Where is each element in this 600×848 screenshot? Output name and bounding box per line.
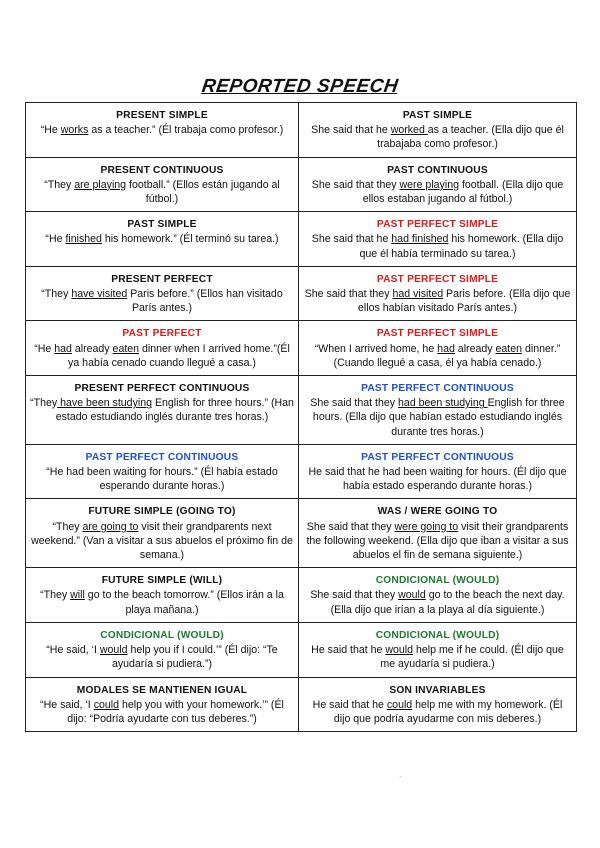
tense-heading: PAST PERFECT SIMPLE [376, 328, 499, 340]
sentence-text: go to the beach the next day. (Ella dijo que irían a la playa al día siguiente.) [330, 589, 565, 616]
direct-speech-cell [26, 568, 299, 623]
sentence-text: He said that he [311, 644, 386, 657]
reported-speech-cell [299, 321, 577, 376]
tense-heading: PAST PERFECT CONTINUOUS [361, 383, 514, 395]
verb-underlined: have been studying [57, 397, 152, 410]
verb-underlined: had [54, 342, 72, 355]
example-sentence [30, 342, 294, 370]
sentence-text: his homework.” (Él terminó su tarea.) [101, 233, 279, 246]
table-row [26, 321, 577, 376]
reported-speech-cell [299, 157, 577, 212]
tense-heading: PAST PERFECT SIMPLE [376, 219, 499, 231]
sentence-text: “He said, ‘I [46, 644, 100, 657]
verb-underlined: eaten [112, 342, 140, 355]
reported-speech-cell [299, 677, 577, 732]
tense-heading: PAST PERFECT SIMPLE [376, 273, 499, 285]
verb-underlined: eaten [495, 342, 523, 355]
sentence-text: already [454, 342, 496, 355]
sentence-text: “They [30, 397, 58, 410]
example-sentence [30, 287, 294, 315]
example-sentence [303, 178, 572, 206]
sentence-text: help me if he could. (Él dijo que me ayudaría si pudiera.) [380, 644, 564, 671]
example-sentence [303, 520, 572, 563]
verb-underlined: are going to [82, 520, 139, 533]
verb-underlined: would [398, 589, 426, 602]
direct-speech-cell [26, 677, 299, 732]
tense-heading: FUTURE SIMPLE (GOING TO) [88, 506, 236, 518]
sentence-text: Paris before. (Ella dijo que ellos habían visitado París antes.) [358, 288, 571, 315]
table-row [26, 212, 577, 267]
sentence-text: She said that they [304, 288, 393, 301]
table-row [26, 677, 577, 732]
example-sentence [30, 178, 294, 206]
tense-heading: PAST PERFECT [122, 328, 202, 340]
sentence-text: She said that they [310, 589, 399, 602]
tense-heading: WAS / WERE GOING TO [377, 506, 498, 518]
tense-heading: PAST CONTINUOUS [387, 164, 488, 176]
example-sentence [303, 342, 572, 370]
example-sentence [303, 465, 572, 493]
verb-underlined: worked [390, 124, 428, 137]
verb-underlined: were going to [394, 520, 459, 533]
sentence-text: as a teacher. (Ella dijo que él trabajaba como profesor.) [377, 124, 564, 151]
sentence-text: football.” (Ellos están jugando al fútbol.) [126, 178, 280, 206]
verb-underlined: would [385, 644, 414, 657]
verb-underlined: had been studying [398, 397, 488, 410]
reported-speech-cell [299, 622, 577, 677]
table-body [26, 103, 577, 732]
example-sentence [30, 588, 294, 616]
sentence-text: “They [44, 178, 75, 191]
example-sentence [30, 396, 294, 424]
sentence-text: football. (Ella dijo que ellos estaban jugando al fútbol.) [362, 178, 564, 206]
sentence-text: “He [34, 342, 55, 355]
sentence-text: “He [40, 124, 61, 137]
example-sentence [30, 123, 294, 137]
direct-speech-cell [26, 266, 299, 321]
sentence-text: She said that he [311, 124, 391, 137]
sentence-text: help me with my homework. (Él dijo que podría ayudarme con mis deberes.) [333, 698, 563, 725]
sentence-text: as a teacher.” (Él trabaja como profesor.) [88, 124, 284, 137]
tense-heading: SON INVARIABLES [389, 684, 486, 696]
sentence-text: English for three hours. (Ella dijo que habían estado estudiando inglés durante tres horas.) [312, 397, 565, 438]
page-title: REPORTED SPEECH [200, 76, 400, 97]
tense-heading: PAST SIMPLE [402, 110, 473, 121]
example-sentence [303, 698, 572, 726]
tense-heading: PAST SIMPLE [127, 219, 197, 231]
tense-heading: FUTURE SIMPLE (WILL) [101, 575, 223, 587]
sentence-text: go to the beach tomorrow.” (Ellos irán a la playa mañana.) [84, 589, 284, 616]
table-row [26, 568, 577, 623]
sentence-text: “He said, ‘I [40, 698, 94, 711]
table-row [26, 376, 577, 445]
table-row [26, 157, 577, 212]
sentence-text: “They [41, 288, 72, 301]
reported-speech-cell [299, 266, 577, 321]
verb-underlined: had visited [392, 288, 444, 301]
tense-heading: PRESENT SIMPLE [116, 110, 208, 121]
example-sentence [30, 698, 294, 726]
example-sentence [30, 232, 294, 246]
footer-mark: . [399, 770, 402, 779]
example-sentence [30, 465, 294, 493]
sentence-text: Paris before.” (Ellos han visitado París antes.) [127, 288, 283, 315]
table-row [26, 622, 577, 677]
reported-speech-cell [299, 568, 577, 623]
example-sentence [30, 643, 294, 671]
tense-heading: CONDICIONAL (WOULD) [375, 575, 500, 587]
sentence-text: She said that they [306, 520, 395, 533]
sentence-text: “He [45, 233, 66, 246]
verb-underlined: finished [65, 233, 102, 246]
direct-speech-cell [26, 622, 299, 677]
sentence-text: help you with your homework.’” (Él dijo: “Podría ayudarte con tus deberes.”) [67, 698, 284, 725]
direct-speech-cell [26, 103, 299, 158]
reported-speech-cell [299, 103, 577, 158]
verb-underlined: are playing [74, 178, 127, 191]
sentence-text: He said that he [312, 698, 387, 711]
sentence-text: help you if I could.’” (Él dijo: “Te ayudaría si pudiera.”) [111, 644, 278, 671]
sentence-text: “They [40, 589, 71, 602]
verb-underlined: works [60, 124, 89, 137]
reported-speech-cell [299, 499, 577, 568]
sentence-text: “They [52, 520, 83, 533]
verb-underlined: had finished [391, 233, 449, 246]
direct-speech-cell [26, 499, 299, 568]
sentence-text: She said that they [311, 178, 400, 191]
verb-underlined: will [70, 589, 85, 602]
direct-speech-cell [26, 157, 299, 212]
sentence-text: already [71, 342, 113, 355]
sentence-text: English for three hours.” (Han estado estudiando inglés durante tres horas.) [55, 397, 294, 424]
tense-heading: PAST PERFECT CONTINUOUS [361, 451, 514, 463]
verb-underlined: were playing [399, 178, 459, 191]
verb-underlined: have visited [71, 288, 128, 301]
direct-speech-cell [26, 376, 299, 445]
sentence-text: She said that he [311, 233, 392, 246]
example-sentence [303, 643, 572, 671]
tense-heading: CONDICIONAL (WOULD) [100, 629, 224, 641]
tense-heading: MODALES SE MANTIENEN IGUAL [76, 684, 248, 696]
verb-underlined: had [437, 342, 455, 355]
sentence-text: his homework. (Ella dijo que él había terminado su tarea.) [359, 233, 564, 260]
reported-speech-table [25, 102, 577, 732]
verb-underlined: would [99, 644, 128, 657]
verb-underlined: could [93, 698, 120, 711]
sentence-text: She said that they [310, 397, 399, 410]
direct-speech-cell [26, 321, 299, 376]
sentence-text: visit their grandparents the following weekend. (Ella dijo que iban a visitar a sus abuelos el fin de semana siguiente.) [306, 520, 569, 562]
example-sentence [303, 123, 572, 151]
table-row [26, 266, 577, 321]
direct-speech-cell [26, 444, 299, 499]
example-sentence [303, 396, 572, 439]
tense-heading: PRESENT PERFECT CONTINUOUS [74, 383, 250, 395]
reported-speech-cell [299, 444, 577, 499]
tense-heading: PRESENT CONTINUOUS [100, 164, 224, 176]
example-sentence [303, 588, 572, 616]
sentence-text: “He had been waiting for hours.” (Él había estado esperando durante horas.) [46, 466, 278, 493]
reported-speech-cell [299, 212, 577, 267]
example-sentence [303, 232, 572, 260]
tense-heading: PAST PERFECT CONTINUOUS [85, 451, 239, 463]
example-sentence [30, 520, 294, 563]
tense-heading: PRESENT PERFECT [111, 273, 213, 285]
example-sentence [303, 287, 572, 315]
table-row [26, 444, 577, 499]
tense-heading: CONDICIONAL (WOULD) [375, 629, 500, 641]
reported-speech-cell [299, 376, 577, 445]
sentence-text: dinner.” (Cuando llegué a casa, él ya había cenado.) [333, 342, 561, 369]
table-row [26, 499, 577, 568]
sentence-text: He said that he had been waiting for hours. (Él dijo que había estado esperando durante horas.) [308, 466, 567, 493]
sentence-text: dinner when I arrived home.”(Él ya había cenado cuando llegué a casa.) [68, 342, 290, 369]
direct-speech-cell [26, 212, 299, 267]
verb-underlined: could [386, 698, 413, 711]
sentence-text: “When I arrived home, he [314, 342, 438, 355]
sentence-text: visit their grandparents next weekend.” (Van a visitar a sus abuelos el próximo fin de semana.) [31, 520, 293, 562]
table-row [26, 103, 577, 158]
